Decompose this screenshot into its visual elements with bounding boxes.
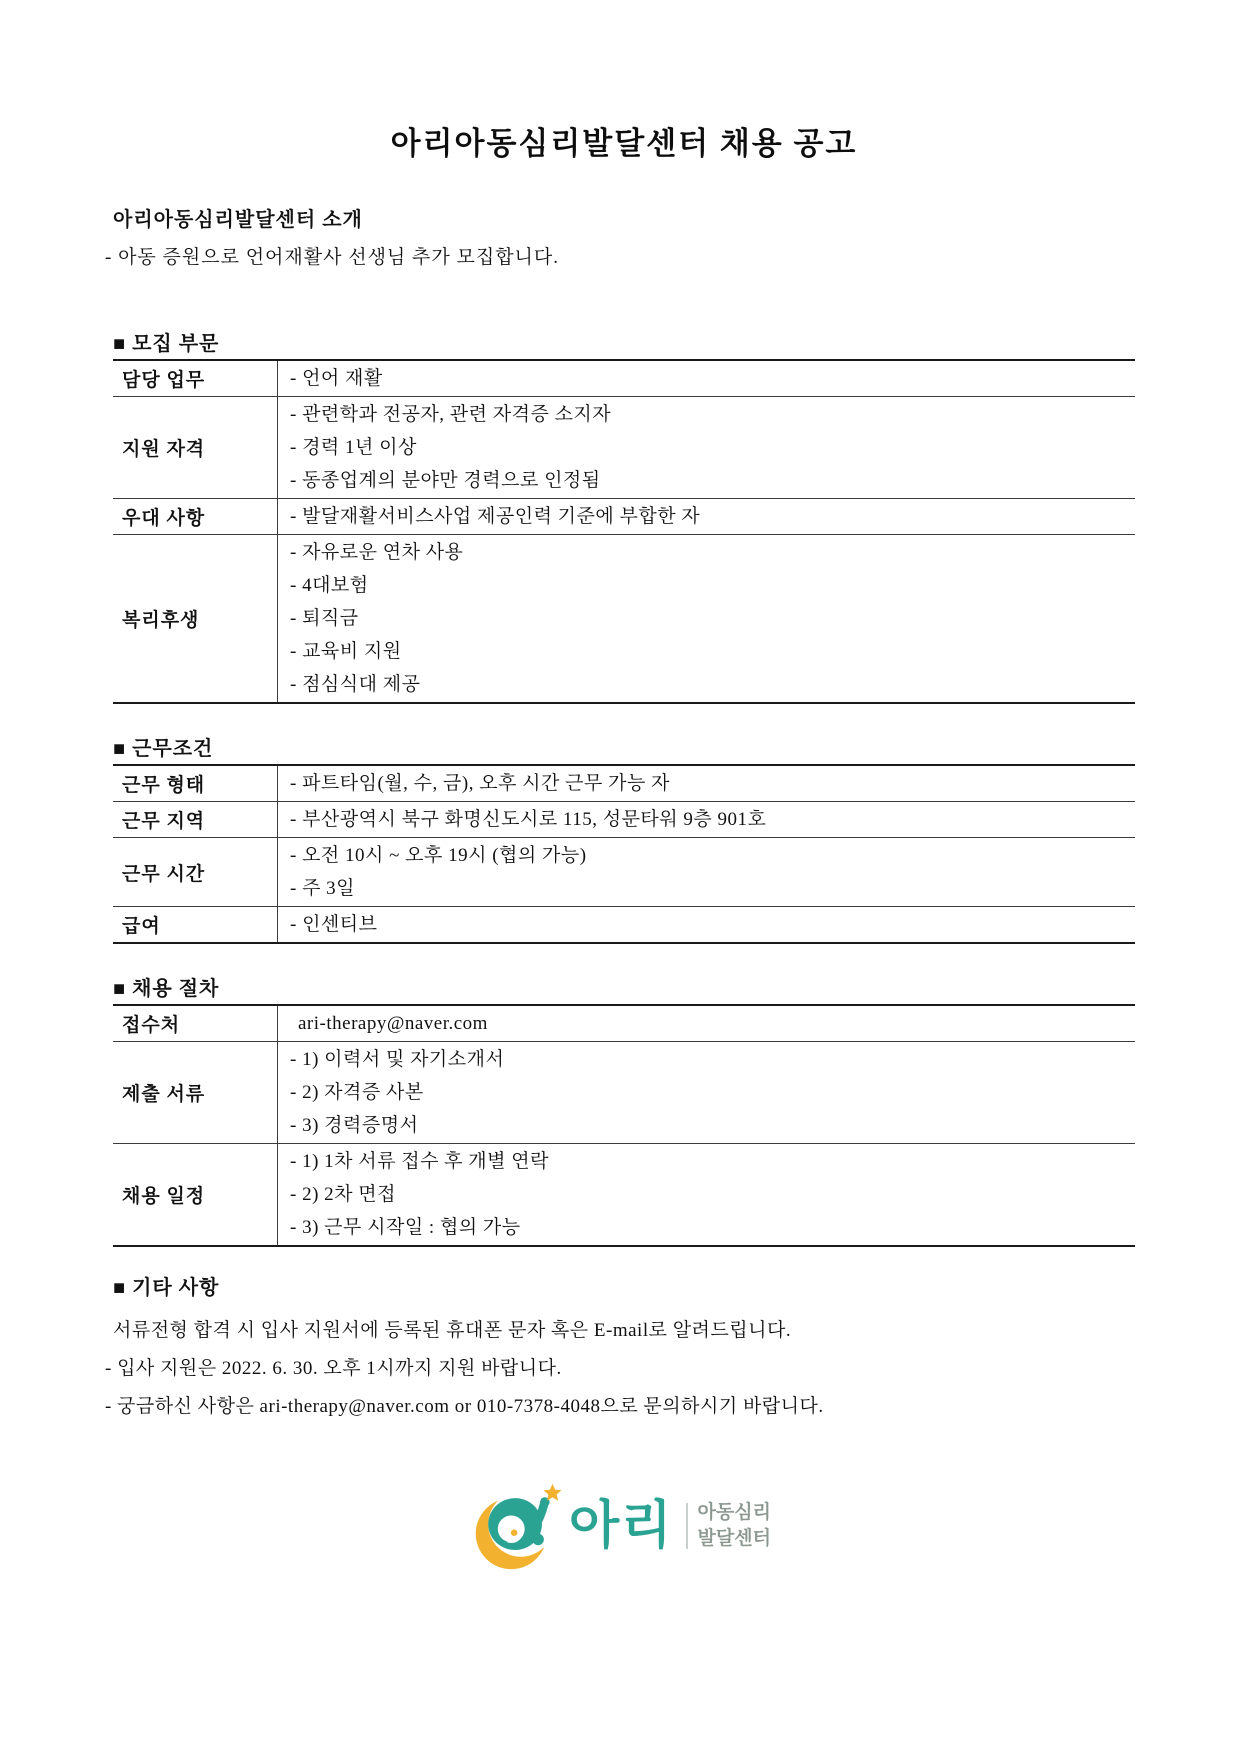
value-line: - 동종업계의 분야만 경력으로 인정됨 bbox=[290, 470, 601, 491]
value-line: - 관련학과 전공자, 관련 자격증 소지자 bbox=[290, 404, 612, 425]
row-label: 채용 일정 bbox=[113, 1144, 278, 1245]
row-label: 지원 자격 bbox=[113, 397, 278, 498]
value-line: - 발달재활서비스사업 제공인력 기준에 부합한 자 bbox=[290, 506, 701, 527]
section-work bbox=[113, 732, 1135, 944]
row-label: 제출 서류 bbox=[113, 1042, 278, 1143]
logo-subtitle-line2: 발달센터 bbox=[697, 1528, 771, 1549]
row-label: 담당 업무 bbox=[113, 361, 278, 396]
value-line: - 경력 1년 이상 bbox=[290, 437, 417, 458]
value-line: - 2) 2차 면접 bbox=[290, 1184, 396, 1205]
value-line: - 퇴직금 bbox=[290, 608, 359, 629]
value-line: - 4대보험 bbox=[290, 575, 369, 596]
etc-line: - 입사 지원은 2022. 6. 30. 오후 1시까지 지원 바랍니다. bbox=[105, 1358, 562, 1379]
row-value bbox=[278, 766, 1135, 801]
child-reaching-star-icon bbox=[469, 1478, 565, 1574]
row-label: 근무 지역 bbox=[113, 802, 278, 837]
table-row bbox=[113, 1006, 1135, 1042]
value-line: - 교육비 지원 bbox=[290, 641, 402, 662]
row-value bbox=[278, 838, 1135, 906]
section-etc bbox=[105, 1271, 1135, 1426]
value-line: - 파트타임(월, 수, 금), 오후 시간 근무 가능 자 bbox=[290, 773, 670, 794]
logo-subtitle-line1: 아동심리 bbox=[697, 1502, 771, 1524]
center-logo bbox=[469, 1478, 771, 1574]
table-row bbox=[113, 1144, 1135, 1245]
process-table bbox=[113, 1004, 1135, 1247]
table-row bbox=[113, 838, 1135, 907]
row-label: 근무 형태 bbox=[113, 766, 278, 801]
table-row bbox=[113, 535, 1135, 702]
intro-line: - 아동 증원으로 언어재활사 선생님 추가 모집합니다. bbox=[105, 247, 560, 268]
row-label: 복리후생 bbox=[113, 535, 278, 702]
section-work-heading: ■ 근무조건 bbox=[113, 738, 214, 760]
value-line: - 인센티브 bbox=[290, 914, 378, 935]
etc-line: - 궁금하신 사항은 ari-therapy@naver.com or 010-7378-4048으로 문의하시기 바랍니다. bbox=[105, 1396, 824, 1417]
logo-subtitle bbox=[698, 1500, 771, 1551]
value-line: - 오전 10시 ~ 오후 19시 (협의 가능) bbox=[290, 845, 587, 866]
logo-divider bbox=[686, 1503, 688, 1549]
value-line: - 점심식대 제공 bbox=[290, 674, 421, 695]
value-line: - 1) 1차 서류 접수 후 개별 연락 bbox=[290, 1151, 549, 1172]
value-line: - 자유로운 연차 사용 bbox=[290, 542, 464, 563]
section-process bbox=[113, 972, 1135, 1247]
value-line: - 2) 자격증 사본 bbox=[290, 1082, 424, 1103]
row-label: 근무 시간 bbox=[113, 838, 278, 906]
value-line: - 3) 근무 시작일 : 협의 가능 bbox=[290, 1217, 521, 1238]
row-value bbox=[278, 1042, 1135, 1143]
section-recruit-heading: ■ 모집 부문 bbox=[113, 333, 220, 355]
recruit-table bbox=[113, 359, 1135, 704]
row-value bbox=[278, 1144, 1135, 1245]
value-line: - 부산광역시 북구 화명신도시로 115, 성문타워 9층 901호 bbox=[290, 809, 767, 830]
row-value bbox=[278, 535, 1135, 702]
row-label: 우대 사항 bbox=[113, 499, 278, 534]
table-row bbox=[113, 766, 1135, 802]
value-line: - 언어 재활 bbox=[290, 368, 383, 389]
row-value bbox=[278, 802, 1135, 837]
row-label: 급여 bbox=[113, 907, 278, 942]
table-row bbox=[113, 1042, 1135, 1144]
row-label: 접수처 bbox=[113, 1006, 278, 1041]
section-etc-heading: ■ 기타 사항 bbox=[113, 1277, 220, 1299]
section-process-heading: ■ 채용 절차 bbox=[113, 978, 220, 1000]
table-row bbox=[113, 361, 1135, 397]
page-title: 아리아동심리발달센터 채용 공고 bbox=[390, 126, 858, 161]
row-value bbox=[278, 361, 1135, 396]
etc-line: 서류전형 합격 시 입사 지원서에 등록된 휴대폰 문자 혹은 E-mail로 알려드립니다. bbox=[113, 1320, 792, 1341]
table-row bbox=[113, 907, 1135, 942]
row-value bbox=[278, 907, 1135, 942]
table-row bbox=[113, 802, 1135, 838]
logo-brand-text: 아리 bbox=[569, 1497, 674, 1555]
intro-heading: 아리아동심리발달센터 소개 bbox=[113, 209, 363, 231]
section-recruit bbox=[113, 327, 1135, 704]
work-table bbox=[113, 764, 1135, 944]
value-line: - 1) 이력서 및 자기소개서 bbox=[290, 1049, 505, 1070]
table-row bbox=[113, 397, 1135, 499]
row-value bbox=[278, 1006, 1135, 1041]
value-line: - 주 3일 bbox=[290, 878, 356, 899]
row-value bbox=[278, 397, 1135, 498]
footer-logo-area bbox=[0, 1478, 1240, 1574]
etc-lines bbox=[105, 1312, 1135, 1426]
value-line: - 3) 경력증명서 bbox=[290, 1115, 419, 1136]
application-email: ari-therapy@naver.com bbox=[298, 1013, 488, 1034]
table-row bbox=[113, 499, 1135, 535]
row-value bbox=[278, 499, 1135, 534]
